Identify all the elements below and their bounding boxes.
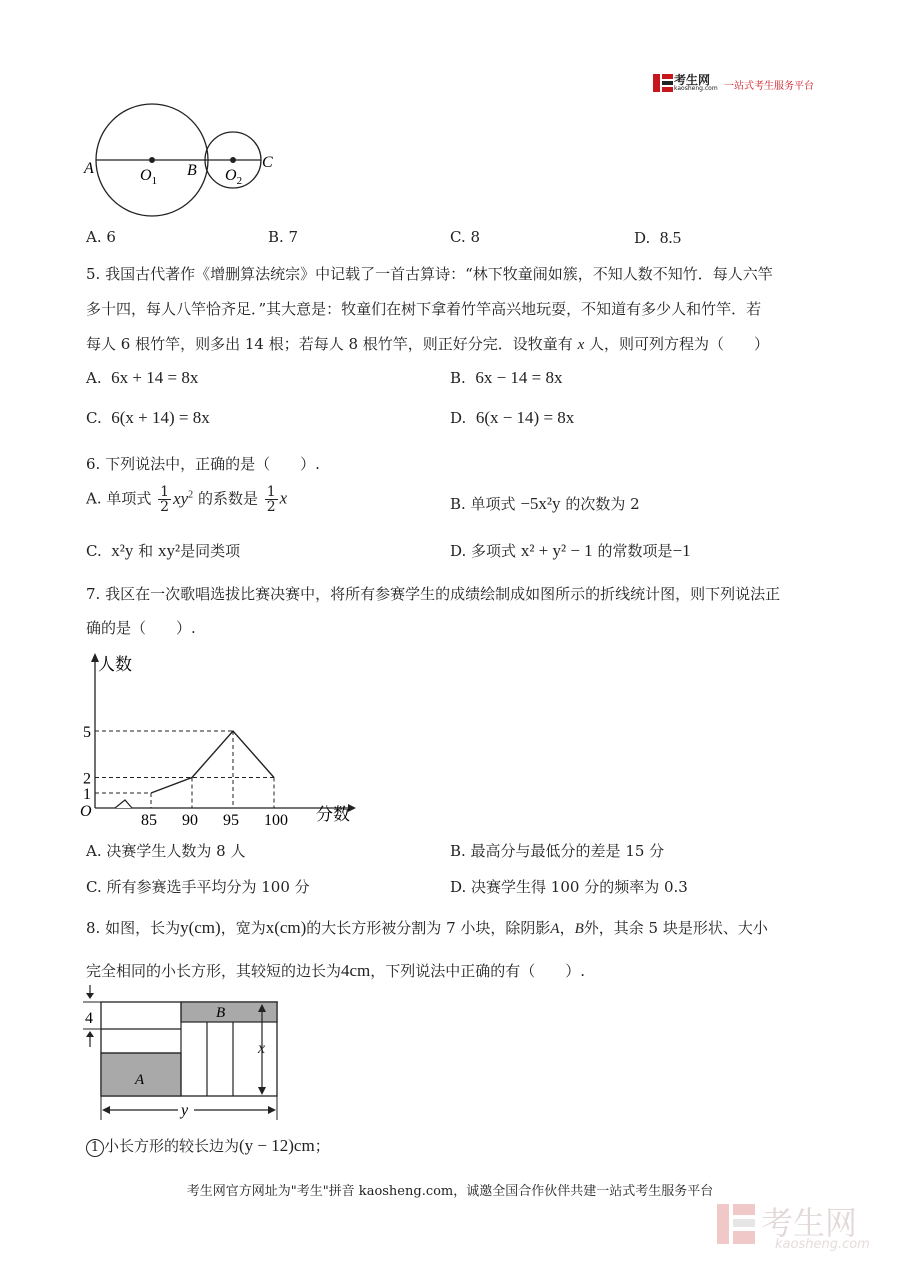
q8-statement-1: 1 小长方形的较长边为(y − 12)cm； <box>86 1135 330 1157</box>
y-axis-label: 人数 <box>98 655 132 675</box>
q8-rectangle-figure <box>80 985 280 1125</box>
q4-option-b[interactable]: B. 7 <box>268 228 299 246</box>
x-tick-label-95: 95 <box>223 812 239 829</box>
q4-circle-figure <box>80 95 280 225</box>
q7-option-d[interactable]: D. 决赛学生得 100 分的频率为 0.3 <box>450 878 688 896</box>
label-O1: $O_1$ <box>140 167 158 187</box>
label-B: B <box>187 162 197 179</box>
q7-stem-line2: 确的是（ ）. <box>86 619 196 637</box>
q8-stem-line1: 8. 如图，长为y(cm)，宽为x(cm)的大长方形被分割为 7 小块，除阴影A，B外，其余 5 块是形状、大小 <box>86 918 768 937</box>
q8-stem-line2: 完全相同的小长方形，其较短的边长为4cm，下列说法中正确的有（ ）. <box>86 961 586 980</box>
q7-option-a[interactable]: A. 决赛学生人数为 8 人 <box>86 842 246 860</box>
y-tick-label-5: 5 <box>83 724 91 741</box>
q7-line-chart <box>80 650 370 830</box>
label-x: x <box>258 1040 266 1057</box>
watermark-text: 考生网 <box>761 1204 858 1242</box>
x-tick-label-85: 85 <box>141 812 157 829</box>
q6-option-b[interactable]: B. 单项式 −5x²y 的次数为 2 <box>450 494 640 513</box>
footer-text: 考生网官方网址为"考生"拼音 kaosheng.com，诚邀全国合作伙伴共建一站式考生服务平台 <box>186 1184 714 1199</box>
q5-stem-line2: 多十四，每人八竿恰齐足．”其大意是：牧童们在树下拿着竹竿高兴地玩耍，不知道有多少人和竹竿．若 <box>86 300 762 318</box>
y-tick-label-1: 1 <box>83 786 91 803</box>
label-4: 4 <box>85 1010 93 1027</box>
q4-option-c[interactable]: C. 8 <box>450 228 481 246</box>
q6-option-a[interactable]: A. 单项式 $\frac{1}{2}$ $xy^2$ 的系数是 $\frac{1}{2}$ x <box>86 484 288 515</box>
q5-option-b[interactable]: B. 6x − 14 = 8x <box>450 368 563 387</box>
q6-option-c[interactable]: C. x²y 和 xy²是同类项 <box>86 541 241 560</box>
label-A-region: A <box>135 1072 145 1088</box>
label-O2: $O_2$ <box>225 167 243 187</box>
q7-option-b[interactable]: B. 最高分与最低分的差是 15 分 <box>450 842 665 860</box>
q7-option-c[interactable]: C. 所有参赛选手平均分为 100 分 <box>86 878 310 896</box>
q4-option-d[interactable]: D. 8.5 <box>634 228 682 247</box>
q5-option-a[interactable]: A. 6x + 14 = 8x <box>86 368 199 387</box>
watermark-logo-icon <box>715 1202 757 1246</box>
x-axis-label: 分数 <box>316 805 350 825</box>
label-C: C <box>262 154 273 171</box>
watermark-sub: kaosheng.com <box>775 1237 870 1252</box>
logo-icon <box>652 73 674 93</box>
q7-stem-line1: 7. 我区在一次歌唱选拔比赛决赛中，将所有参赛学生的成绩绘制成如图所示的折线统计图，则下列说法正 <box>86 585 781 603</box>
q5-stem-line1: 5. 我国古代著作《增删算法统宗》中记载了一首古算诗：“林下牧童闹如簇，不知人数不知竹．每人六竿 <box>86 265 773 283</box>
origin-label: O <box>80 803 92 820</box>
q4-option-a[interactable]: A. 6 <box>86 228 116 246</box>
label-A: A <box>84 160 94 177</box>
q6-stem: 6. 下列说法中，正确的是（ ）. <box>86 455 320 473</box>
x-tick-label-90: 90 <box>182 812 198 829</box>
y-tick-label-2: 2 <box>83 770 91 788</box>
q5-stem-line3: 每人 6 根竹竿，则多出 14 根；若每人 8 根竹竿，则正好分完．设牧童有 x 人，则可列方程为（ ） <box>86 335 770 353</box>
slogan: 一站式考生服务平台 <box>724 81 814 92</box>
axis-break <box>115 800 132 808</box>
label-y: y <box>181 1102 189 1119</box>
q6-option-d[interactable]: D. 多项式 x² + y² − 1 的常数项是−1 <box>450 541 691 560</box>
label-B-region: B <box>216 1005 226 1021</box>
logo-text: 考生网 <box>674 73 711 87</box>
circled-number-1: 1 <box>86 1139 104 1157</box>
q5-option-d[interactable]: D. 6(x − 14) = 8x <box>450 408 575 427</box>
logo-sub: kaosheng.com <box>674 85 718 92</box>
data-line <box>151 731 274 793</box>
q5-option-c[interactable]: C. 6(x + 14) = 8x <box>86 408 210 427</box>
x-tick-label-100: 100 <box>264 812 288 829</box>
